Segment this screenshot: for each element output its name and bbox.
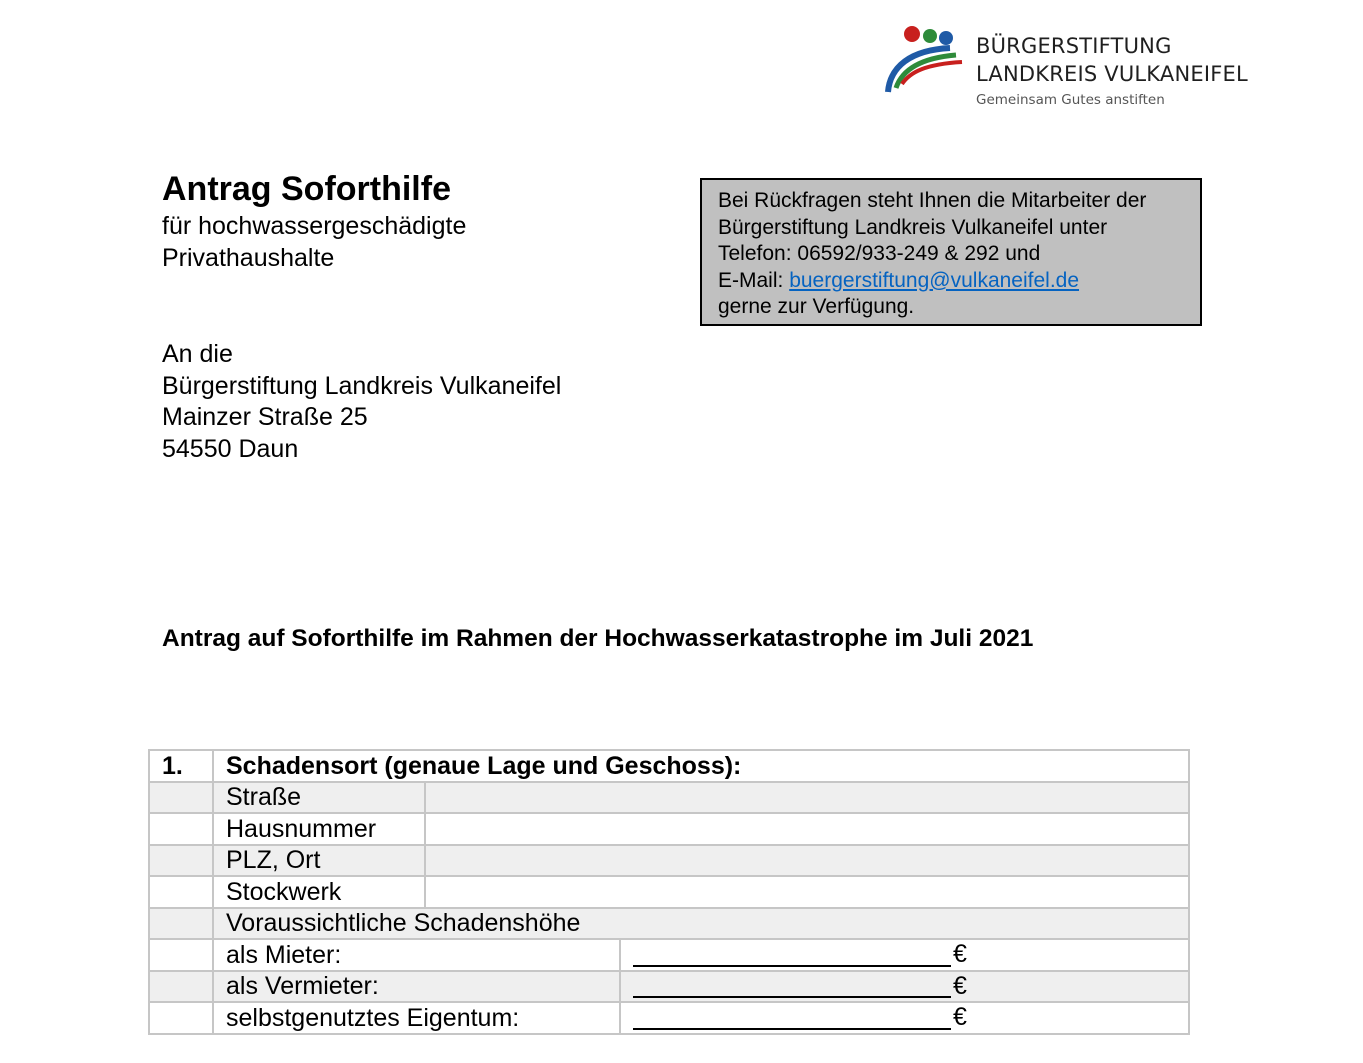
form-row-house-number bbox=[149, 813, 1189, 845]
recipient-line4: 54550 Daun bbox=[162, 435, 299, 463]
form-row-tenant bbox=[149, 939, 1189, 971]
house-number-input[interactable] bbox=[425, 813, 1189, 845]
field-label-street: Straße bbox=[213, 782, 425, 814]
empty-cell bbox=[149, 845, 213, 877]
form-row-landlord bbox=[149, 971, 1189, 1003]
form-row-postcode-city bbox=[149, 845, 1189, 877]
form-row-damage-heading bbox=[149, 908, 1189, 940]
euro-sign: € bbox=[953, 1003, 967, 1031]
recipient-line3: Mainzer Straße 25 bbox=[162, 403, 368, 431]
email-link[interactable]: buergerstiftung@vulkaneifel.de bbox=[789, 268, 1080, 292]
amount-underline bbox=[633, 996, 951, 998]
damage-location-form bbox=[148, 749, 1190, 1035]
info-line3: Telefon: 06592/933-249 & 292 und bbox=[718, 242, 1041, 265]
euro-sign: € bbox=[953, 940, 967, 968]
field-label-postcode-city: PLZ, Ort bbox=[213, 845, 425, 877]
amount-underline bbox=[633, 1028, 951, 1030]
empty-cell bbox=[149, 908, 213, 940]
field-label-floor: Stockwerk bbox=[213, 876, 425, 908]
subtitle-line1: für hochwassergeschädigte bbox=[162, 212, 467, 240]
empty-cell bbox=[149, 876, 213, 908]
subtitle-line2: Privathaushalte bbox=[162, 244, 335, 272]
form-heading-row bbox=[149, 750, 1189, 782]
floor-input[interactable] bbox=[425, 876, 1189, 908]
info-email-prefix: E-Mail: bbox=[718, 268, 790, 292]
section-heading: Antrag auf Soforthilfe im Rahmen der Hochwasserkatastrophe im Juli 2021 bbox=[162, 625, 1034, 652]
field-label-house-number: Hausnummer bbox=[213, 813, 425, 845]
info-email-line bbox=[718, 268, 1184, 295]
info-line2: Bürgerstiftung Landkreis Vulkaneifel unter bbox=[718, 215, 1108, 239]
logo-line1: BÜRGERSTIFTUNG bbox=[976, 34, 1172, 58]
empty-cell bbox=[149, 939, 213, 971]
damage-amount-heading: Voraussichtliche Schadenshöhe bbox=[213, 908, 1189, 940]
form-row-floor bbox=[149, 876, 1189, 908]
amount-label-owner-occupied: selbstgenutztes Eigentum: bbox=[213, 1002, 620, 1034]
logo-tagline: Gemeinsam Gutes anstiften bbox=[976, 92, 1165, 108]
info-line5: gerne zur Verfügung. bbox=[718, 295, 915, 318]
logo-figures-icon bbox=[880, 22, 976, 102]
logo-line2: LANDKREIS VULKANEIFEL bbox=[976, 62, 1248, 86]
section-number: 1. bbox=[149, 750, 213, 782]
recipient-line2: Bürgerstiftung Landkreis Vulkaneifel bbox=[162, 372, 562, 400]
info-line1: Bei Rückfragen steht Ihnen die Mitarbeiter der bbox=[718, 189, 1147, 212]
foundation-logo bbox=[880, 22, 1248, 114]
empty-cell bbox=[149, 971, 213, 1003]
owner-occupied-amount-input[interactable] bbox=[620, 1002, 1189, 1034]
amount-label-tenant: als Mieter: bbox=[213, 939, 620, 971]
empty-cell bbox=[149, 1002, 213, 1034]
contact-info-box bbox=[700, 178, 1202, 326]
street-input[interactable] bbox=[425, 782, 1189, 814]
document-title: Antrag Soforthilfe bbox=[162, 170, 451, 208]
amount-underline bbox=[633, 965, 951, 967]
recipient-line1: An die bbox=[162, 340, 233, 368]
tenant-amount-input[interactable] bbox=[620, 939, 1189, 971]
form-heading: Schadensort (genaue Lage und Geschoss): bbox=[213, 750, 1189, 782]
amount-label-landlord: als Vermieter: bbox=[213, 971, 620, 1003]
empty-cell bbox=[149, 813, 213, 845]
empty-cell bbox=[149, 782, 213, 814]
landlord-amount-input[interactable] bbox=[620, 971, 1189, 1003]
form-row-owner-occupied bbox=[149, 1002, 1189, 1034]
postcode-city-input[interactable] bbox=[425, 845, 1189, 877]
form-row-street bbox=[149, 782, 1189, 814]
euro-sign: € bbox=[953, 971, 967, 1000]
